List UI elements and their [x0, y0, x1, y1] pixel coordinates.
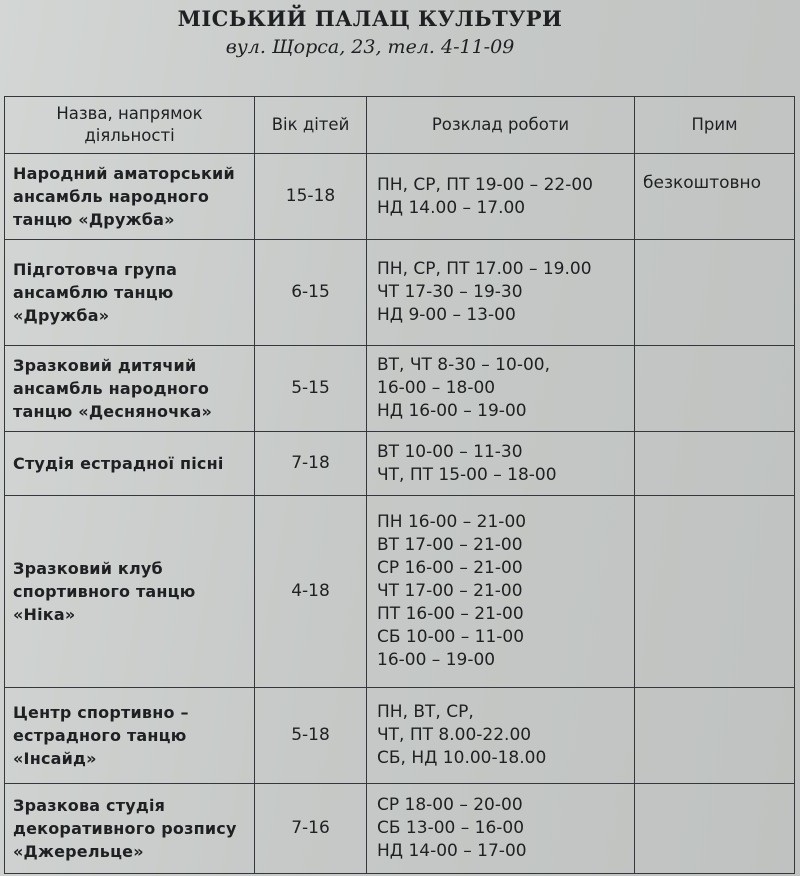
activity-name: Народний аматорський ансамбль народного танцю «Дружба»	[5, 154, 255, 240]
table-row	[5, 784, 795, 874]
schedule-line: НД 14-00 – 17-00	[377, 841, 527, 861]
schedule-line: СБ 13-00 – 16-00	[377, 818, 525, 838]
table-row	[5, 496, 795, 688]
schedule-line: СБ, НД 10.00-18.00	[377, 748, 547, 768]
activity-name: Підготовча група ансамблю танцю «Дружба»	[5, 240, 255, 346]
schedule-line: ЧТ 17-30 – 19-30	[377, 282, 523, 302]
note-cell	[635, 784, 795, 874]
table-header-row	[5, 97, 795, 154]
page-subtitle: вул. Щорса, 23, тел. 4-11-09	[225, 36, 515, 58]
note-cell	[635, 346, 795, 432]
schedule-cell	[367, 346, 635, 432]
table-body	[5, 154, 795, 874]
column-header-note: Прим	[635, 97, 795, 154]
schedule-cell	[367, 154, 635, 240]
schedule-cell	[367, 688, 635, 784]
schedule-line: ЧТ, ПТ 15-00 – 18-00	[377, 464, 557, 485]
table-row	[5, 688, 795, 784]
schedule-line: СБ 10-00 – 11-00	[377, 627, 525, 647]
activity-name: Зразковий дитячий ансамбль народного танцю «Десняночка»	[5, 346, 255, 432]
activity-name: Центр спортивно – естрадного танцю «Інсайд»	[5, 688, 255, 784]
schedule-line: ПН 16-00 – 21-00	[377, 512, 527, 532]
activity-name: Зразкова студія декоративного розпису «Джерельце»	[5, 784, 255, 874]
schedule-line: ЧТ 17-00 – 21-00	[377, 581, 523, 601]
age-range: 4-18	[255, 496, 367, 688]
schedule-line: 16-00 – 18-00	[377, 378, 496, 398]
schedule-cell	[367, 784, 635, 874]
schedule-cell	[367, 496, 635, 688]
column-header-name: Назва, напрямок діяльності	[5, 97, 255, 154]
table-row	[5, 154, 795, 240]
note-cell	[635, 432, 795, 496]
schedule-line: СР 18-00 – 20-00	[377, 795, 523, 815]
activity-name: Студія естрадної пісні	[5, 432, 255, 496]
schedule-cell	[367, 432, 635, 496]
age-range: 5-18	[255, 688, 367, 784]
age-range: 7-18	[255, 432, 367, 496]
table-row	[5, 240, 795, 346]
age-range: 15-18	[255, 154, 367, 240]
table-row	[5, 346, 795, 432]
schedule-line: НД 16-00 – 19-00	[377, 401, 527, 421]
column-header-age: Вік дітей	[255, 97, 367, 154]
schedule-line: ПН, СР, ПТ 17.00 – 19.00	[377, 259, 592, 279]
schedule-line: ЧТ, ПТ 8.00-22.00	[377, 725, 532, 745]
schedule-line: ВТ, ЧТ 8-30 – 10-00,	[377, 355, 550, 375]
schedule-line: 16-00 – 19-00	[377, 650, 496, 670]
note-cell	[635, 240, 795, 346]
note-cell: безкоштовно	[635, 154, 795, 240]
age-range: 7-16	[255, 784, 367, 874]
schedule-line: СР 16-00 – 21-00	[377, 558, 523, 578]
schedule-cell	[367, 240, 635, 346]
table-row	[5, 432, 795, 496]
schedule-table	[4, 96, 795, 874]
schedule-line: ПН, СР, ПТ 19-00 – 22-00	[377, 174, 593, 195]
note-cell	[635, 688, 795, 784]
schedule-line: ПН, ВТ, СР,	[377, 702, 474, 722]
page-title: МІСЬКИЙ ПАЛАЦ КУЛЬТУРИ	[177, 6, 563, 31]
schedule-line: ВТ 10-00 – 11-30	[377, 441, 523, 462]
schedule-line: НД 9-00 – 13-00	[377, 305, 516, 325]
activity-name: Зразковий клуб спортивного танцю «Ніка»	[5, 496, 255, 688]
age-range: 5-15	[255, 346, 367, 432]
age-range: 6-15	[255, 240, 367, 346]
schedule-line: ВТ 17-00 – 21-00	[377, 535, 523, 555]
schedule-line: НД 14.00 – 17.00	[377, 197, 526, 218]
schedule-line: ПТ 16-00 – 21-00	[377, 604, 524, 624]
note-cell	[635, 496, 795, 688]
column-header-schedule: Розклад роботи	[367, 97, 635, 154]
